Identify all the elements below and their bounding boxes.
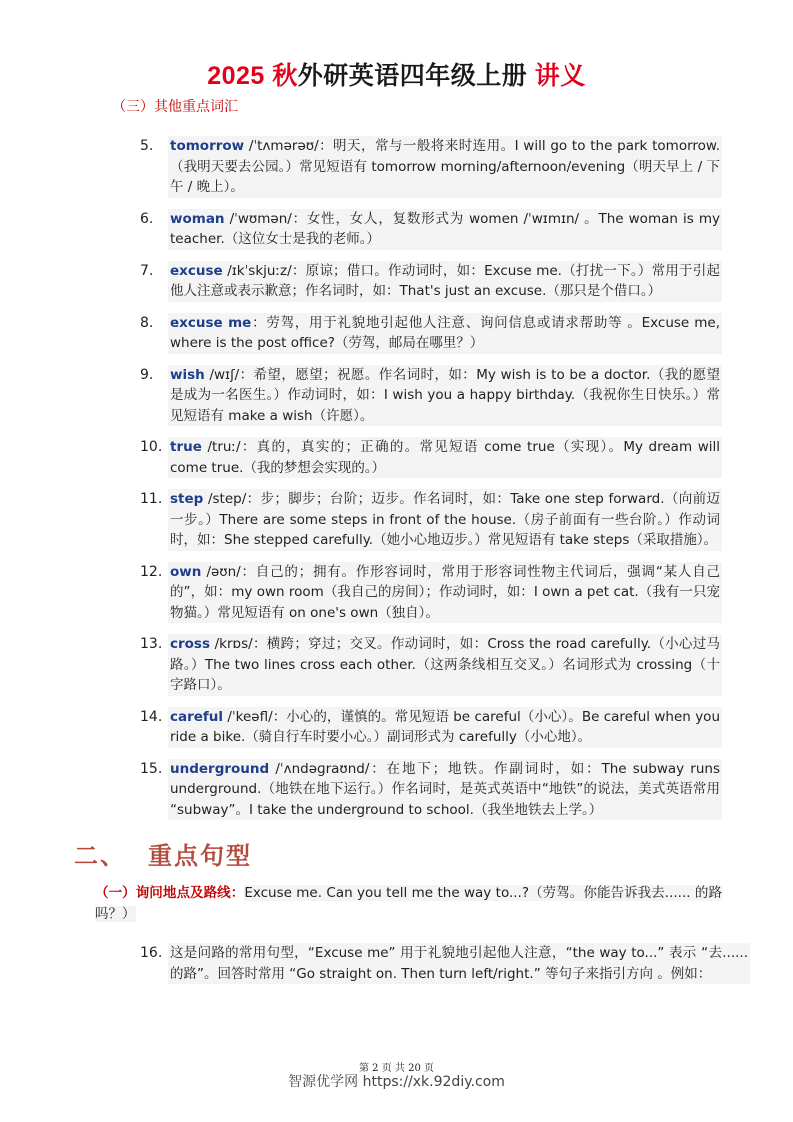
section-number: 二、 bbox=[74, 841, 126, 870]
list-item bbox=[140, 437, 722, 478]
vocab-definition: /ˈkeəfl/：小心的，谨慎的。常见短语 be careful（小心）。Be careful when you ride a bike.（骑自行车时要小心。）副词形式为 carefully（小心地）。 bbox=[170, 708, 720, 745]
list-item bbox=[140, 261, 722, 302]
vocab-definition: /step/：步；脚步；台阶；迈步。作名词时，如：Take one step forward.（向前迈一步。）There are some steps in front of the house.（房子前面有一些台阶。）作动词时，如：She stepped carefully.（她小心地迈步。）常见短语有 take steps（采取措施）。 bbox=[170, 491, 720, 548]
item-text bbox=[168, 136, 722, 198]
vocab-list bbox=[140, 136, 722, 831]
vocab-definition: /wɪʃ/：希望，愿望；祝愿。作名词时，如：My wish is to be a doctor.（我的愿望是成为一名医生。）作动词时，如：I wish you a happy birthday.（我祝你生日快乐。）常见短语有 make a wish（许愿）。 bbox=[170, 366, 720, 424]
vocab-word: underground bbox=[170, 760, 270, 777]
item-text bbox=[168, 759, 722, 821]
page-title bbox=[0, 56, 793, 92]
title-suffix: 讲义 bbox=[534, 62, 586, 90]
vocab-definition: /ɪkˈskjuːz/：原谅；借口。作动词时，如：Excuse me.（打扰一下。）常用于引起他人注意或表示歉意；作名词时，如：That's just an excuse.（那只是个借口。） bbox=[170, 262, 720, 299]
vocab-word: step bbox=[170, 491, 204, 507]
vocab-word: cross bbox=[170, 636, 211, 652]
item-number: 15. bbox=[140, 760, 163, 777]
vocab-word: excuse me bbox=[170, 314, 252, 331]
list-item bbox=[140, 562, 722, 624]
vocab-word: tomorrow bbox=[170, 138, 245, 154]
page-number: 第 2 页 共 20 页 bbox=[359, 1063, 434, 1074]
list-item bbox=[140, 136, 722, 198]
item-number: 11. bbox=[140, 491, 163, 507]
item-number: 14. bbox=[140, 708, 163, 725]
title-book: 外研英语四年级上册 bbox=[297, 62, 528, 90]
section-heading bbox=[74, 836, 252, 871]
item-text bbox=[168, 365, 722, 427]
list-item-16 bbox=[140, 943, 750, 984]
vocab-definition: ：劳驾，用于礼貌地引起他人注意、询问信息或请求帮助等 。Excuse me, where is the post office?（劳驾，邮局在哪里？） bbox=[170, 314, 721, 351]
list-item bbox=[140, 759, 722, 821]
vocab-word: true bbox=[170, 439, 202, 455]
footer-watermark: 智源优学网 https://xk.92diy.com bbox=[288, 1074, 505, 1090]
list-item bbox=[140, 209, 722, 250]
vocab-word: own bbox=[170, 563, 202, 580]
vocab-subheading: （三）其他重点词汇 bbox=[112, 99, 238, 115]
pattern-label: （一）询问地点及路线： bbox=[95, 885, 245, 901]
pattern-text: Excuse me. Can you tell me the way to...?（劳驾。你能告诉我去...... 的路吗？） bbox=[95, 885, 722, 922]
list-item bbox=[140, 707, 722, 748]
item-text bbox=[168, 562, 722, 624]
sentence-pattern bbox=[95, 883, 722, 925]
item-text: 这是问路的常用句型，“Excuse me” 用于礼貌地引起他人注意，“the way to...” 表示 “去...... 的路”。回答时常用 “Go straight on. Then turn left/right.” 等句子来指引方向 。例如： bbox=[168, 943, 750, 984]
list-item bbox=[140, 634, 722, 696]
vocab-definition: /ˈʌndəɡraʊnd/：在地下；地铁。作副词时，如：The subway runs underground.（地铁在地下运行。）作名词时，是英式英语中“地铁”的说法，美式英语常用 “subway”。I take the underground to school.（我坐地铁去上学。） bbox=[170, 760, 720, 818]
list-item bbox=[140, 365, 722, 427]
vocab-definition: /krɒs/：横跨；穿过；交叉。作动词时，如：Cross the road carefully.（小心过马路。）The two lines cross each other.（这两条线相互交叉。）名词形式为 crossing（十字路口）。 bbox=[170, 636, 720, 693]
item-number: 12. bbox=[140, 563, 163, 580]
item-text bbox=[168, 437, 722, 478]
item-number: 7. bbox=[140, 262, 154, 279]
item-text bbox=[168, 209, 722, 250]
item-text bbox=[168, 707, 722, 748]
item-number: 9. bbox=[140, 366, 154, 383]
section-title: 重点句型 bbox=[148, 841, 252, 870]
item-text bbox=[168, 261, 722, 302]
item-number: 6. bbox=[140, 210, 154, 227]
item-text bbox=[168, 489, 722, 551]
vocab-word: woman bbox=[170, 210, 225, 227]
item-number: 10. bbox=[140, 439, 163, 455]
vocab-definition: /ˈtʌmərəʊ/：明天，常与一般将来时连用。I will go to the park tomorrow.（我明天要去公园。）常见短语有 tomorrow morning/afternoon/evening（明天早上 / 下午 / 晚上）。 bbox=[170, 138, 720, 195]
vocab-definition: /truː/：真的，真实的；正确的。常见短语 come true（实现）。My dream will come true.（我的梦想会实现的。） bbox=[170, 439, 720, 476]
vocab-word: excuse bbox=[170, 262, 223, 279]
list-item bbox=[140, 489, 722, 551]
vocab-definition: /ˈwʊmən/：女性，女人，复数形式为 women /ˈwɪmɪn/ 。The woman is my teacher.（这位女士是我的老师。） bbox=[170, 210, 720, 247]
item-text bbox=[168, 313, 722, 354]
title-year: 2025 秋 bbox=[207, 62, 298, 90]
item-number: 5. bbox=[140, 138, 154, 154]
item-number: 13. bbox=[140, 636, 163, 652]
vocab-word: wish bbox=[170, 366, 205, 383]
vocab-word: careful bbox=[170, 708, 224, 725]
item-text bbox=[168, 634, 722, 696]
list-item bbox=[140, 313, 722, 354]
item-number: 8. bbox=[140, 314, 154, 331]
vocab-definition: /əʊn/：自己的；拥有。作形容词时，常用于形容词性物主代词后，强调“某人自己的”，如：my own room（我自己的房间）；作动词时，如：I own a pet cat.（我有一只宠物猫。）常见短语有 on one's own（独自）。 bbox=[170, 563, 720, 621]
item-number: 16. bbox=[140, 945, 163, 961]
